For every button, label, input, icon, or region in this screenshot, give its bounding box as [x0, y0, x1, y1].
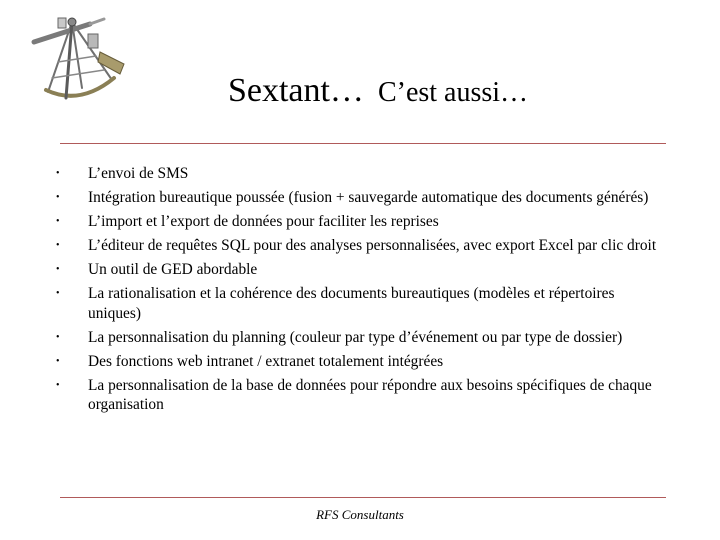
list-item: • L’envoi de SMS — [56, 165, 189, 182]
bullet-dot-icon: • — [56, 240, 60, 251]
bottom-divider — [60, 497, 666, 498]
list-item: • L’import et l’export de données pour faciliter les reprises — [56, 213, 439, 230]
bullet-dot-icon: • — [56, 355, 60, 367]
list-item: • Intégration bureautique poussée (fusion + sauvegarde automatique des documents générés) — [56, 189, 649, 206]
bullet-list — [56, 164, 668, 419]
slide-title-main: Sextant… — [227, 72, 364, 109]
list-item: • La rationalisation et la cohérence des documents bureautiques (modèles et répertoires uniques) — [56, 285, 615, 322]
bullet-dot-icon: • — [56, 331, 60, 343]
list-item: • Un outil de GED abordable — [56, 261, 258, 278]
slide-title-sub: C’est aussi… — [377, 77, 529, 108]
footer-company: RFS Consultants — [316, 507, 404, 522]
bullet-dot-icon: • — [56, 216, 60, 227]
bullet-dot-icon: • — [56, 192, 60, 203]
bullet-dot-icon: • — [56, 264, 60, 275]
bullet-dot-icon: • — [56, 168, 60, 179]
bullet-dot-icon: • — [56, 288, 60, 299]
top-divider — [60, 143, 666, 144]
bullet-dot-icon: • — [56, 379, 60, 391]
list-item: • L’éditeur de requêtes SQL pour des analyses personnalisées, avec export Excel par clic droit — [56, 237, 657, 254]
list-item: • La personnalisation du planning (couleur par type d’événement ou par type de dossier) — [56, 328, 623, 346]
list-item: • La personnalisation de la base de données pour répondre aux besoins spécifiques de chaque organisation — [56, 376, 652, 413]
slide-title — [0, 72, 720, 122]
list-item: • Des fonctions web intranet / extranet totalement intégrées — [56, 352, 444, 370]
